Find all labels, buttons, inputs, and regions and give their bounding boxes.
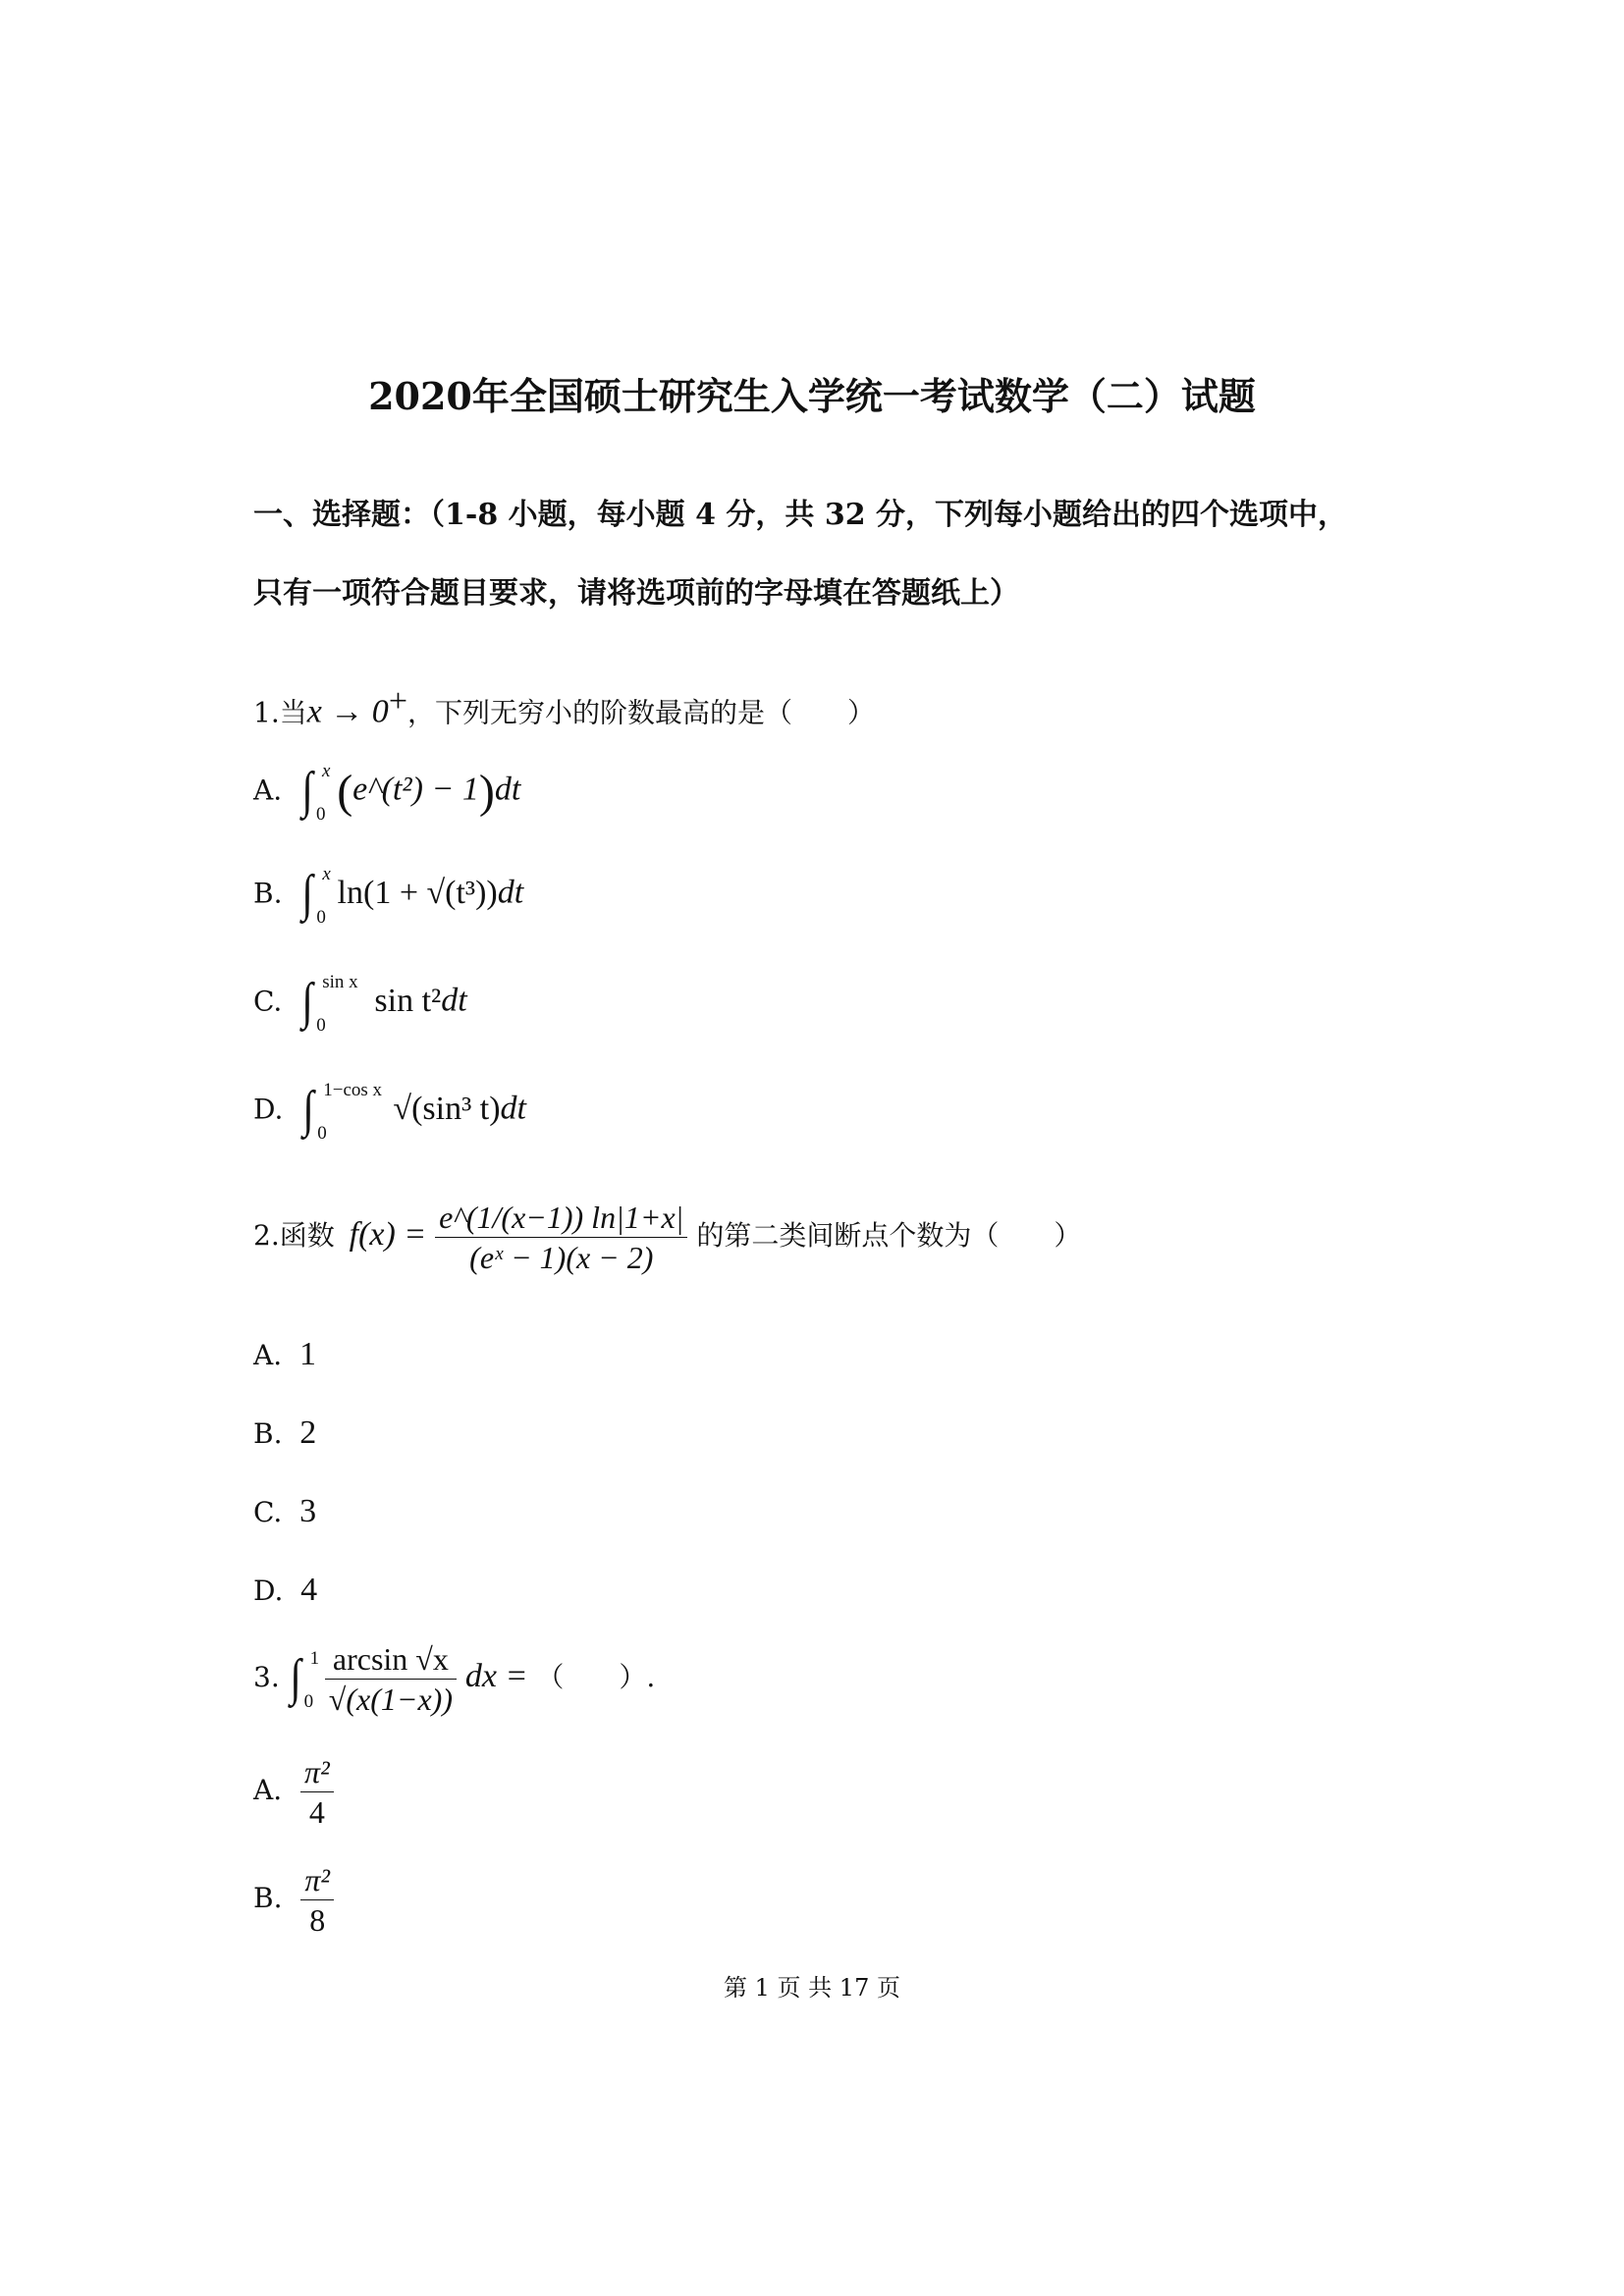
option-fraction (300, 1752, 334, 1832)
option-denominator: 8 (309, 1902, 326, 1938)
integral-sign: ∫ 1−cos x 0 (302, 1080, 383, 1144)
q2-prefix: 2.函数 (253, 1219, 335, 1252)
integral-sign: ∫ sin x 0 (301, 972, 358, 1036)
option-label: A. (253, 774, 283, 807)
q2-option-a (253, 1335, 316, 1375)
differential: dt (441, 982, 467, 1019)
option-label: A. (253, 1339, 283, 1371)
differential: dt (497, 874, 524, 911)
q1-option-a: A. ∫ x 0 (e^(t²) − 1)dt (253, 761, 521, 825)
integral-lower: 0 (303, 1690, 314, 1712)
option-denominator: 4 (308, 1794, 325, 1830)
q3-prefix: 3. (253, 1661, 280, 1693)
integral-sign: ∫ 1 0 (290, 1647, 320, 1712)
option-label: B. (253, 1882, 283, 1914)
q2-text: 的第二类间断点个数为（ ） (696, 1219, 1082, 1252)
integrand: sin t² (374, 982, 442, 1019)
integral-lower: 0 (316, 804, 326, 825)
question-3 (253, 1639, 655, 1719)
integral-lower: 0 (317, 1123, 327, 1144)
q3-numerator: arcsin √x (325, 1639, 457, 1680)
q1-prefix: 1.当 (253, 696, 307, 729)
option-fraction (300, 1860, 334, 1940)
option-numerator: π² (300, 1860, 334, 1900)
integral-sign: ∫ x 0 (301, 864, 331, 928)
option-label: B. (253, 1417, 283, 1450)
option-label: A. (253, 1774, 283, 1806)
section-instruction-line1: 一、选择题：（1-8 小题，每小题 4 分，共 32 分，下列每小题给出的四个选项中， (253, 498, 1348, 532)
q2-numerator: e^(1/(x−1)) ln|1+x| (435, 1198, 687, 1238)
page-title: 2020年全国硕士研究生入学统一考试数学（二）试题 (368, 374, 1256, 418)
q2-option-d (253, 1571, 317, 1611)
option-numerator: π² (300, 1752, 334, 1792)
option-label: C. (253, 1496, 283, 1528)
q1-option-c (253, 972, 467, 1036)
q1-option-d (253, 1080, 526, 1144)
integral-sign: ∫ x 0 (301, 761, 331, 825)
integral-lower: 0 (316, 1015, 326, 1036)
differential: dt (500, 1090, 526, 1127)
option-value: 2 (299, 1415, 317, 1451)
integral-upper: x (322, 864, 331, 884)
section-instruction-line2: 只有一项符合题目要求，请将选项前的字母填在答题纸上） (253, 576, 1019, 611)
option-label: C. (253, 985, 283, 1018)
option-value: 3 (299, 1493, 317, 1529)
option-label: D. (253, 1093, 284, 1126)
q2-function: f(x) = (349, 1216, 427, 1253)
q2-option-c (253, 1492, 316, 1532)
question-1 (253, 682, 875, 732)
q2-fraction (435, 1198, 687, 1277)
integral-upper: 1 (309, 1647, 320, 1669)
q3-fraction (325, 1639, 457, 1719)
question-2 (253, 1198, 1081, 1277)
q1-condition: x → 0 (306, 693, 389, 730)
option-value: 1 (298, 1336, 316, 1372)
q3-blank: （ ）. (536, 1661, 656, 1693)
q2-option-b (253, 1414, 316, 1454)
q1-text: ，下列无穷小的阶数最高的是（ ） (407, 696, 876, 729)
integral-upper: x (322, 761, 331, 781)
integral-upper: sin x (322, 972, 358, 992)
q2-denominator: (eˣ − 1)(x − 2) (469, 1240, 654, 1275)
differential: dt (494, 771, 521, 808)
integral-lower: 0 (316, 907, 326, 928)
q3-differential: dx = (464, 1658, 528, 1694)
page-footer: 第 1 页 共 17 页 (724, 1974, 900, 2002)
integrand: e^(t²) − 1 (352, 771, 479, 808)
option-label: D. (253, 1575, 284, 1607)
integral-upper: 1−cos x (323, 1080, 383, 1100)
q3-denominator: √(x(1−x)) (328, 1682, 453, 1717)
integrand: ln(1 + √(t³)) (337, 874, 498, 911)
option-value: 4 (300, 1572, 318, 1608)
integrand: √(sin³ t) (393, 1090, 501, 1127)
option-label: B. (253, 877, 283, 910)
q3-option-b (253, 1860, 334, 1940)
q3-option-a (253, 1752, 334, 1832)
q1-option-b (253, 864, 524, 928)
q1-condition-sup: + (388, 683, 407, 720)
